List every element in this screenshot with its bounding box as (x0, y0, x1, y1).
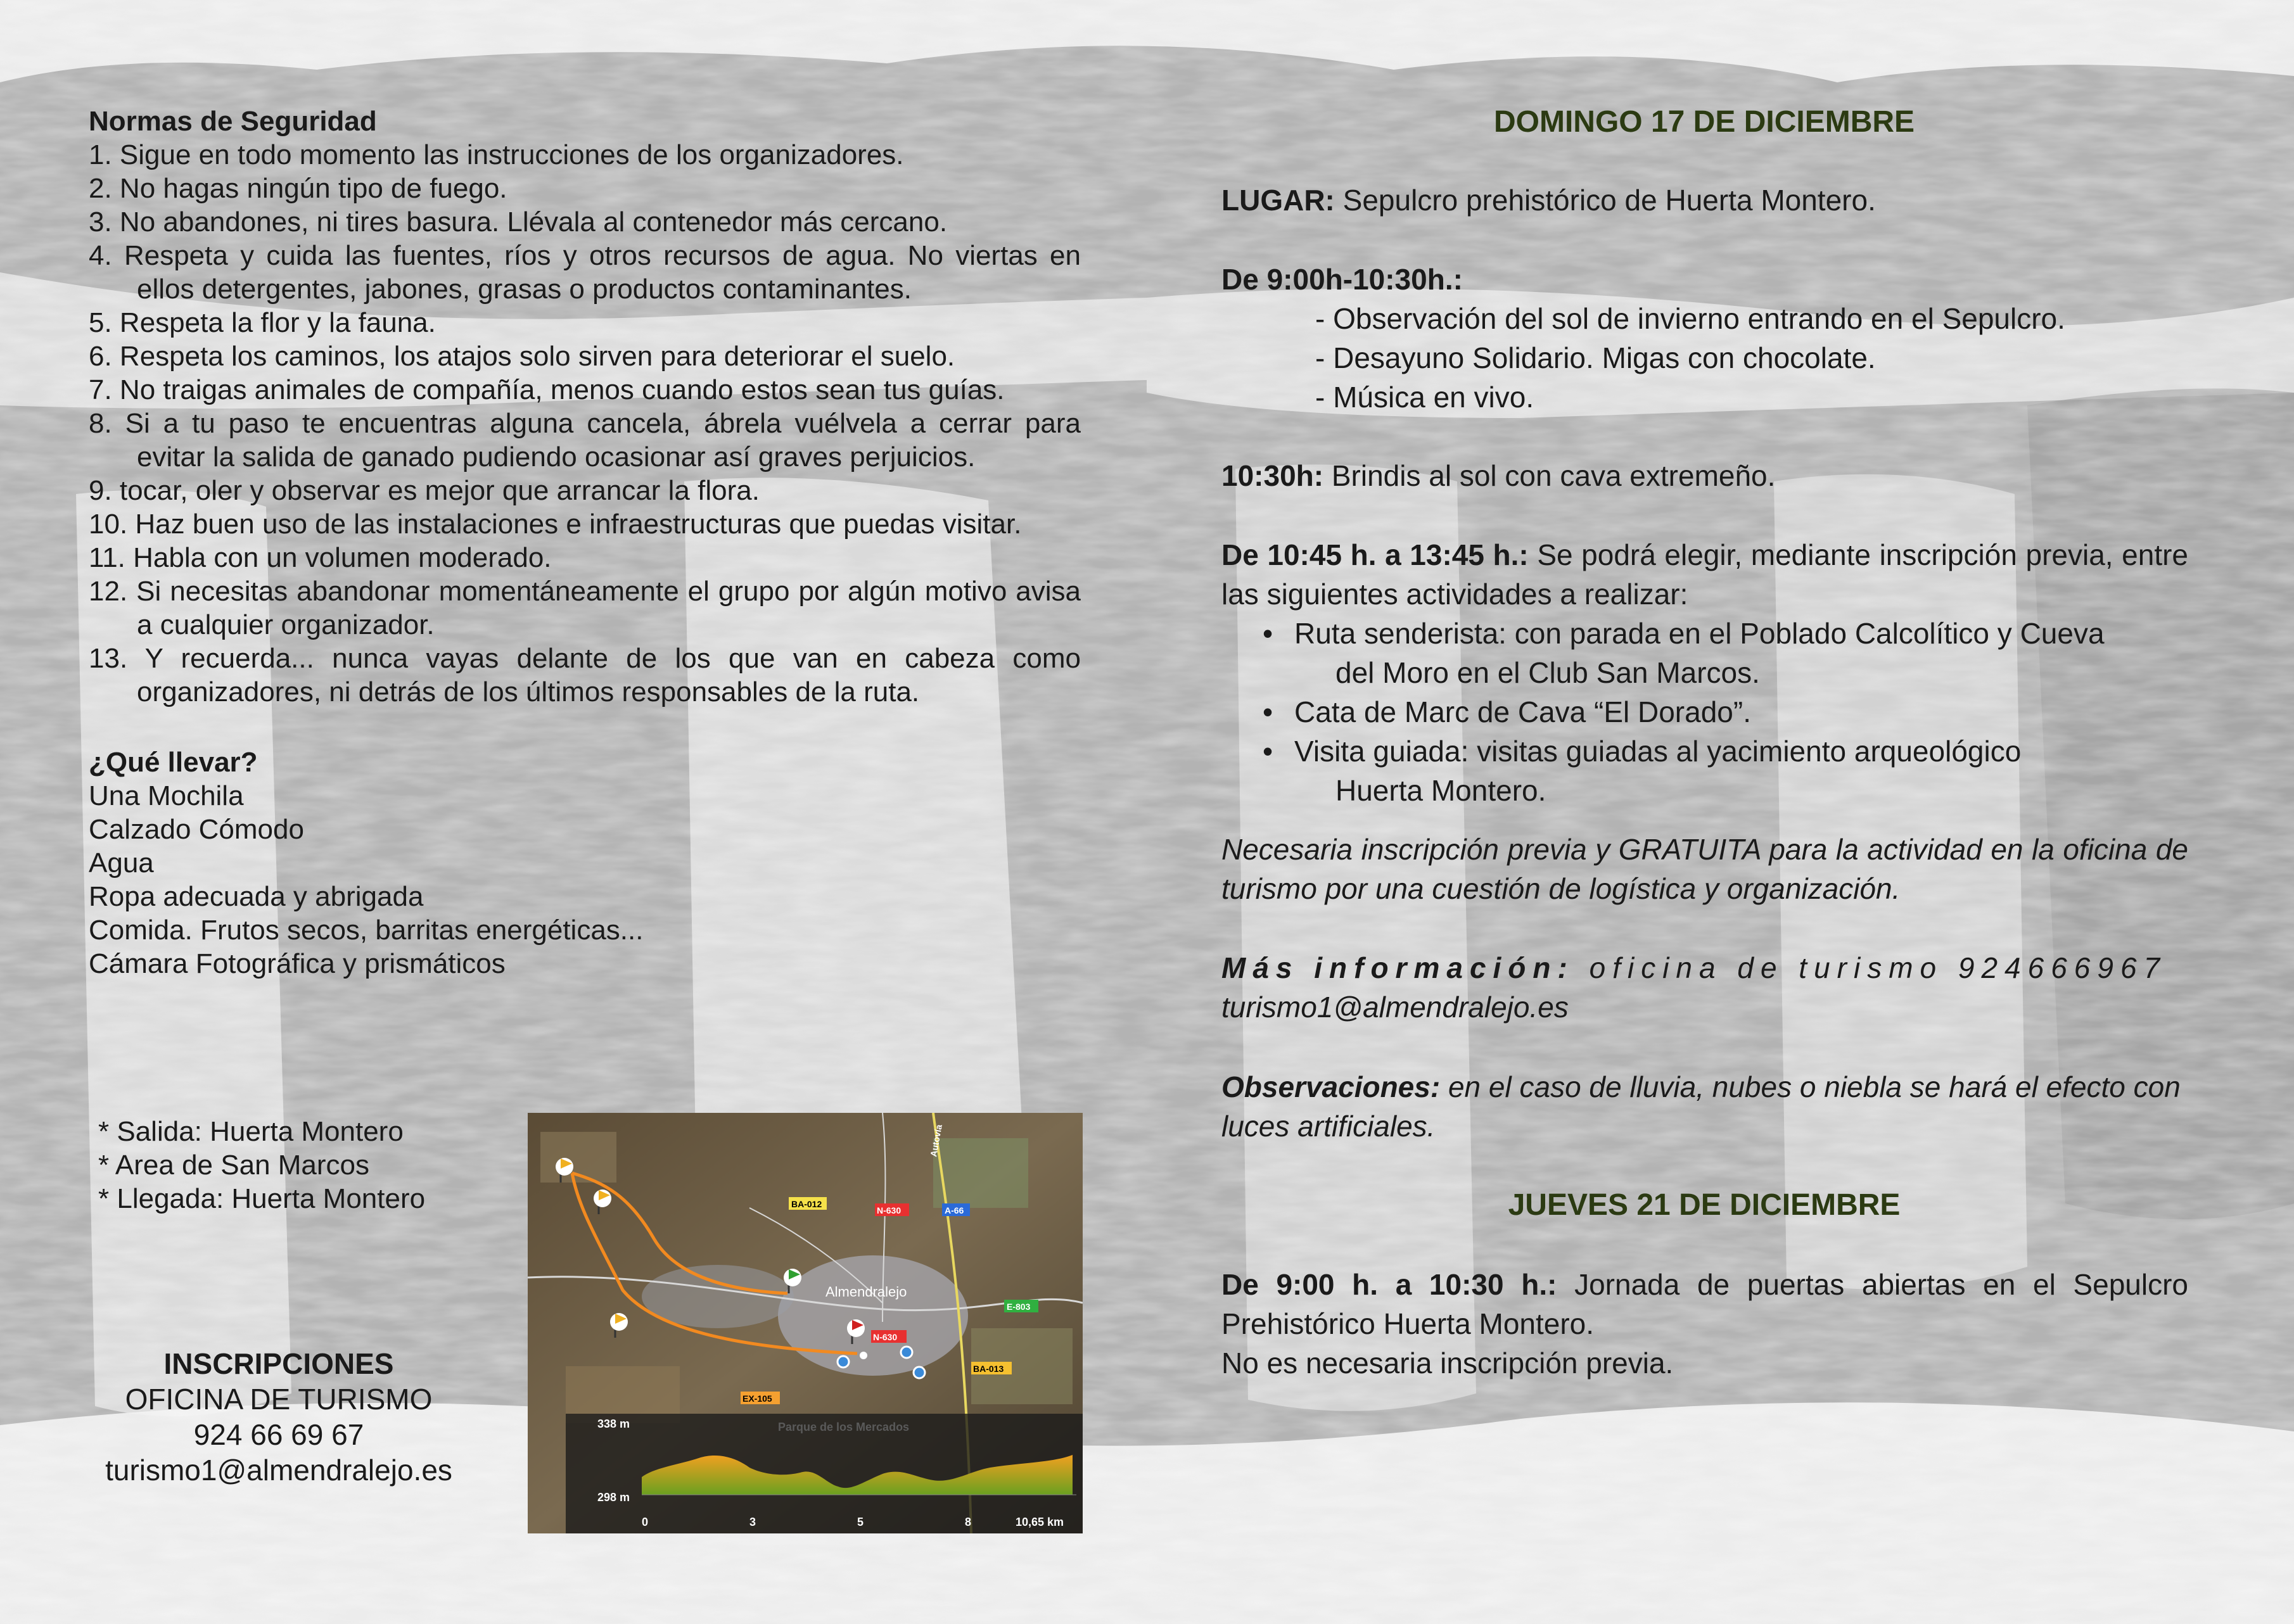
registration-note: Necesaria inscripción previa y GRATUITA para la actividad en la oficina de turismo por una cuestión de logística y organización. (1221, 833, 2188, 905)
open-day-note: No es necesaria inscripción previa. (1221, 1347, 1674, 1380)
more-info-text: oficina de turismo 924666967 (1574, 951, 2167, 984)
more-info-email: turismo1@almendralejo.es (1221, 991, 1569, 1024)
bring-item: Ropa adecuada y abrigada (89, 881, 424, 912)
rule-item: 4. Respeta y cuida las fuentes, ríos y otros recursos de agua. No viertas en ellos detergentes, jabones, grasas o productos contaminantes. (89, 240, 1081, 305)
distance-tick: 3 (749, 1516, 756, 1528)
activity-item: • Ruta senderista: con parada en el Poblado Calcolítico y Cueva del Moro en el Club San Marcos. (1263, 614, 2188, 692)
road-label: BA-012 (791, 1199, 822, 1209)
route-start: * Salida: Huerta Montero (98, 1116, 404, 1147)
rule-item: 3. No abandones, ni tires basura. Llévala al contenedor más cercano. (89, 206, 948, 238)
rule-item: 6. Respeta los caminos, los atajos solo sirven para deteriorar el suelo. (89, 341, 955, 372)
rule-item: 2. No hagas ningún tipo de fuego. (89, 173, 507, 204)
bring-item: Cámara Fotográfica y prismáticos (89, 948, 506, 979)
what-to-bring-title: ¿Qué llevar? (89, 747, 258, 778)
morning-item: - Observación del sol de invierno entrando en el Sepulcro. (1315, 302, 2065, 335)
road-label: EX-105 (742, 1393, 772, 1404)
distance-tick: 5 (857, 1516, 864, 1528)
rule-item: 8. Si a tu paso te encuentras alguna cancela, ábrela vuélvela a cerrar para evitar la salida de ganado pudiendo ocasionar así graves perjuicios. (89, 408, 1081, 473)
location-label: LUGAR: (1221, 184, 1335, 217)
bring-item: Calzado Cómodo (89, 814, 304, 845)
road-label: A-66 (945, 1205, 964, 1215)
activities-list (1263, 614, 2188, 810)
road-label: N-630 (873, 1332, 898, 1342)
rule-item: 7. No traigas animales de compañía, menos cuando estos sean tus guías. (89, 374, 1005, 405)
toast-line (1221, 456, 2188, 495)
route-end: * Llegada: Huerta Montero (98, 1183, 426, 1214)
thursday-heading: JUEVES 21 DE DICIEMBRE (1508, 1188, 1901, 1222)
road-label: Autovía (928, 1124, 944, 1158)
morning-time: De 9:00h-10:30h.: (1221, 263, 1463, 296)
town-label: Almendralejo (825, 1284, 907, 1300)
bring-item: Comida. Frutos secos, barritas energéticas... (89, 915, 644, 946)
what-to-bring (89, 745, 849, 980)
bring-item: Agua (89, 847, 154, 879)
location-text: Sepulcro prehistórico de Huerta Montero. (1334, 184, 1876, 217)
open-day-time: De 9:00 h. a 10:30 h.: (1221, 1268, 1557, 1301)
safety-rules-list (89, 138, 1081, 709)
observations-text: en el caso de lluvia, nubes o niebla se hará el efecto con luces artificiales. (1221, 1070, 2181, 1143)
tourism-office: OFICINA DE TURISMO (125, 1383, 433, 1416)
bring-item: Una Mochila (89, 780, 244, 811)
rule-item: 1. Sigue en todo momento las instrucciones de los organizadores. (89, 139, 904, 170)
more-info-label: Más información: (1221, 951, 1574, 984)
safety-rules-title: Normas de Seguridad (89, 106, 377, 137)
profile-min-label: 298 m (597, 1491, 630, 1504)
open-day (1221, 1265, 2188, 1383)
registration-phone: 924 66 69 67 (193, 1418, 364, 1451)
morning-item: - Música en vivo. (1315, 381, 1534, 414)
road-label: BA-013 (973, 1364, 1004, 1374)
activity-item: • Visita guiada: visitas guiadas al yacimiento arqueológico Huerta Montero. (1263, 732, 2188, 810)
activities-section (1221, 535, 2188, 810)
registration-title: INSCRIPCIONES (163, 1347, 394, 1380)
toast-text: Brindis al sol con cava extremeño. (1323, 459, 1776, 492)
location-line (1221, 181, 2188, 220)
rule-item: 5. Respeta la flor y la fauna. (89, 307, 436, 338)
distance-tick: 10,65 km (1016, 1516, 1064, 1528)
route-points (98, 1115, 510, 1215)
activities-time: De 10:45 h. a 13:45 h.: (1221, 538, 1529, 571)
profile-place-label: Parque de los Mercados (778, 1421, 910, 1433)
rule-item: 9. tocar, oler y observar es mejor que arrancar la flora. (89, 475, 760, 506)
distance-tick: 0 (642, 1516, 649, 1528)
rule-item: 10. Haz buen uso de las instalaciones e infraestructuras que puedas visitar. (89, 509, 1022, 540)
activities-intro: Se podrá elegir, mediante inscripción previa, entre las siguientes actividades a realizar: (1221, 538, 2188, 611)
route-stop: * Area de San Marcos (98, 1150, 370, 1181)
rule-item: 12. Si necesitas abandonar momentáneamente el grupo por algún motivo avisa a cualquier organizador. (89, 576, 1081, 640)
safety-rules (89, 105, 1081, 709)
distance-tick: 8 (965, 1516, 972, 1528)
morning-schedule (1221, 260, 2188, 417)
elevation-profile (566, 1414, 1083, 1533)
profile-max-label: 338 m (597, 1418, 630, 1430)
registration-info (70, 1346, 488, 1488)
toast-time: 10:30h: (1221, 459, 1324, 492)
observations-label: Observaciones: (1221, 1070, 1441, 1103)
more-info (1221, 948, 2188, 1027)
road-label: E-803 (1007, 1302, 1031, 1312)
rule-item: 11. Habla con un volumen moderado. (89, 542, 552, 573)
morning-item: - Desayuno Solidario. Migas con chocolate. (1315, 341, 1876, 374)
rule-item: 13. Y recuerda... nunca vayas delante de los que van en cabeza como organizadores, ni detrás de los últimos responsables de la ruta. (89, 643, 1081, 707)
route-map (528, 1113, 1083, 1533)
road-label: N-630 (877, 1205, 902, 1215)
registration-email: turismo1@almendralejo.es (105, 1454, 452, 1487)
observations (1221, 1067, 2188, 1146)
sunday-heading: DOMINGO 17 DE DICIEMBRE (1493, 105, 1915, 139)
activity-item: • Cata de Marc de Cava “El Dorado”. (1263, 692, 2188, 732)
open-day-text: Jornada de puertas abiertas en el Sepulcro Prehistórico Huerta Montero. (1221, 1268, 2188, 1340)
